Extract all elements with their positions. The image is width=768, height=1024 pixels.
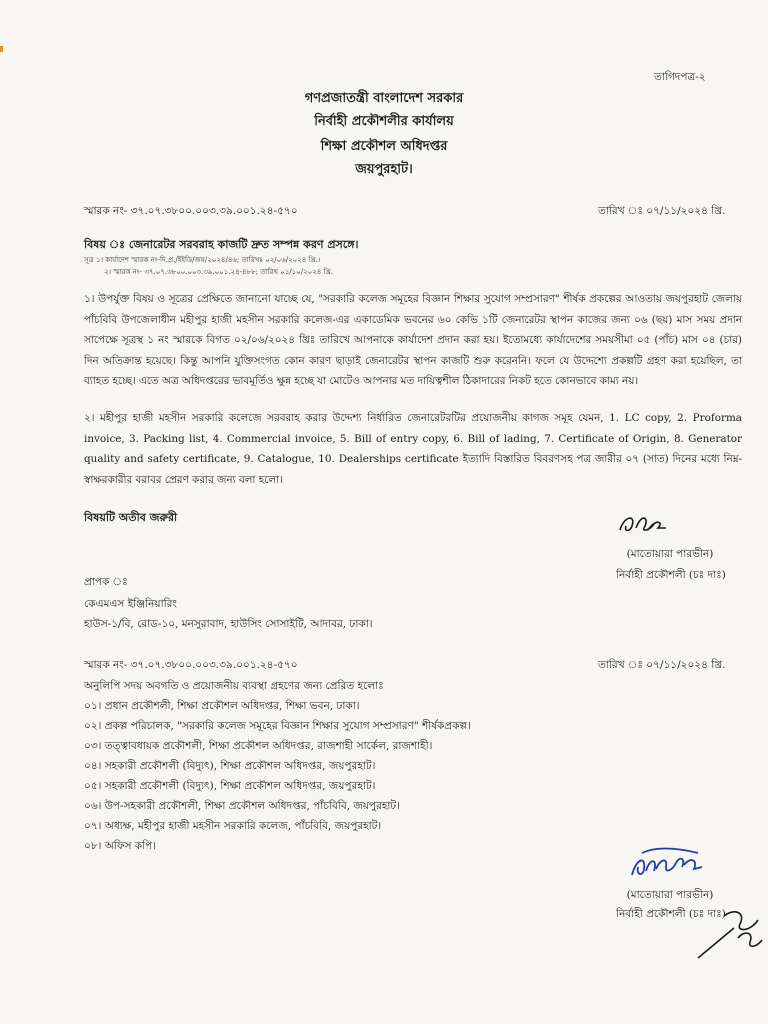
cc-intro: অনুলিপি সদয় অবগতি ও প্রয়োজনীয় ব্যবস্থা গ্রহণের জন্য প্রেরিত হলোঃ — [84, 680, 384, 692]
signatory-title: নির্বাহী প্রকৌশলী (চঃ দাঃ) — [616, 569, 726, 581]
paragraph-2: ২। মহীপুর হাজী মহসীন সরকারি কলেজে সরবরাহ করার উদ্দেশ্য নির্ধারিত জেনারেটরটির প্রয়োজনীয় কাগজ সমূহ যেমন, 1. LC copy, 2. Proforma invoice, 3. Packing list, 4. Commercial invoice, 5. Bill of entry copy, 6. Bill of lading, 7. Certificate of Origin, 8. Generator quality and safety certificate, 9. Catalogue, 10. Dealerships certificate ইত্যাদি বিস্তারিত বিবরণসহ পত্র জারীর ০৭ (সাত) দিনের মধ্যে নিম্ন-স্বাক্ষরকারীর বরাবর প্রেরণ করার জন্য বলা হলো। — [84, 412, 742, 486]
signature-blue-mark — [628, 845, 708, 887]
reference-1: সূত্র ১। কার্যাদেশ স্মারক নং-দি.প্র./ইইডি/জয়/২০২৪/৪৬; তারিখঃ ০২/০৬/২০২৪ খ্রি.। — [84, 256, 321, 264]
cc-item: ০৭। অধ্যক্ষ, মহীপুর হাজী মহসীন সরকারি কলেজ, পাঁচবিবি, জয়পুরহাট। — [84, 820, 382, 832]
edge-mark — [0, 46, 3, 52]
paragraph-1: ১। উপর্যুক্ত বিষয় ও সূত্রের প্রেক্ষিতে জানানো যাচ্ছে যে, "সরকারি কলেজ সমূহের বিজ্ঞান শিক্ষার সুযোগ সম্প্রসারণ" শীর্ষক প্রকল্পের আওতায় জয়পুরহাট জেলায় পাঁচবিবি উপজেলাধীন মহীপুর হাজী মহসীন সরকারি কলেজ-এর একাডেমিক ভবনের ৬০ কেভি ১টি জেনারেটর স্থাপন কাজের জন্য ০৬ (ছয়) মাস সময় প্রদান সাপেক্ষে সূত্রস্থ ১ নং স্মারকে বিগত ০২/০৬/২০২৪ খ্রিঃ তারিখে আপনাকে কার্যাদেশ প্রদান করা হয়। ইতোমধ্যে কার্যাদেশের সময়সীমা ০৫ (পাঁচ) মাস ০৪ (চার) দিন অতিক্রান্ত হয়েছে। কিন্তু আপনি যুক্তিসংগত কোন কারণ ছাড়াই জেনারেটর স্থাপন কাজটি শুরু করেননি। ফলে যে উদ্দেশ্যে প্রকল্পটি গ্রহণ করা হয়েছিল, তা ব্যাহত হচ্ছে। এতে অত্র অধিদপ্তরের ভাবমূর্তিও ক্ষুন্ন হচ্ছে যা মোটেও আপনার মত দায়িত্বশীল ঠিকাদারের নিকট হতে কোনভাবে কাম্য নয়। — [84, 293, 742, 387]
reference-2: ২। স্মারক নং- ৩৭.০৭.৩৮০০.০০৩.৩৯.০০১.২৪-৪৮৮; তারিখ ০১/১০/২০২৪ খ্রি. — [104, 268, 333, 276]
cc-item: ০৫। সহকারী প্রকৌশলী (বিদ্যুৎ), শিক্ষা প্রকৌশল অধিদপ্তর, জয়পুরহাট। — [84, 780, 376, 792]
receipt-scribble — [694, 902, 766, 962]
recipient-name: কেএমএস ইঞ্জিনিয়ারিং — [84, 598, 177, 610]
recipient-address: হাউস-১/বি, রোড-১০, মনসুরাবাদ, হাউসিং সোসাইটি, আদাবর, ঢাকা। — [84, 618, 373, 630]
memo-date-copy: তারিখ ঃ ০৭/১১/২০২৪ খ্রি. — [598, 659, 726, 671]
annex-label: তাগিদপত্র-২ — [654, 71, 706, 83]
memo-number-copy: স্মারক নং- ৩৭.০৭.৩৮০০.০০৩.৩৯.০০১.২৪-৫৭০ — [84, 659, 298, 671]
cc-item: ০৮। অফিস কপি। — [84, 840, 157, 852]
memo-date: তারিখ ঃ ০৭/১১/২০২৪ খ্রি. — [598, 205, 726, 217]
header-department: শিক্ষা প্রকৌশল অধিদপ্তর — [320, 139, 448, 154]
cc-item: ০৪। সহকারী প্রকৌশলী (বিদ্যুৎ), শিক্ষা প্রকৌশল অধিদপ্তর, জয়পুরহাট। — [84, 760, 376, 772]
header-office: নির্বাহী প্রকৌশলীর কার্যালয় — [314, 114, 454, 129]
header-location: জয়পুরহাট। — [355, 162, 413, 177]
signatory-title-copy: নির্বাহী প্রকৌশলী (চঃ দাঃ) — [616, 908, 726, 920]
cc-item: ০৬। উপ-সহকারী প্রকৌশলী, শিক্ষা প্রকৌশল অধিদপ্তর, পাঁচবিবি, জয়পুরহাট। — [84, 800, 400, 812]
urgent-note: বিষয়টি অতীব জরুরী — [84, 511, 178, 524]
cc-item: ০৩। তত্ত্বাবধায়ক প্রকৌশলী, শিক্ষা প্রকৌশল অধিদপ্তর, রাজশাহী সার্কেল, রাজশাহী। — [84, 740, 433, 752]
signatory-name: (মাতোয়ারা পারভীন) — [626, 548, 714, 560]
cc-item: ০১। প্রধান প্রকৌশলী, শিক্ষা প্রকৌশল অধিদপ্তর, শিক্ষা ভবন, ঢাকা। — [84, 700, 360, 712]
signatory-name-copy: (মাতোয়ারা পারভীন) — [626, 889, 714, 901]
cc-item: ০২। প্রকল্প পরিচালক, "সরকারি কলেজ সমূহের বিজ্ঞান শিক্ষার সুযোগ সম্প্রসারণ" শীর্ষকপ্রকল্প। — [84, 720, 471, 732]
header-government: গণপ্রজাতন্ত্রী বাংলাদেশ সরকার — [304, 91, 464, 106]
memo-number: স্মারক নং- ৩৭.০৭.৩৮০০.০০৩.৩৯.০০১.২৪-৫৭০ — [84, 205, 298, 217]
subject-line: বিষয় ঃ জেনারেটর সরবরাহ কাজটি দ্রুত সম্পন্ন করণ প্রসঙ্গে। — [84, 238, 359, 251]
recipient-label: প্রাপক ঃ — [84, 576, 128, 588]
signature-mark — [614, 508, 672, 538]
